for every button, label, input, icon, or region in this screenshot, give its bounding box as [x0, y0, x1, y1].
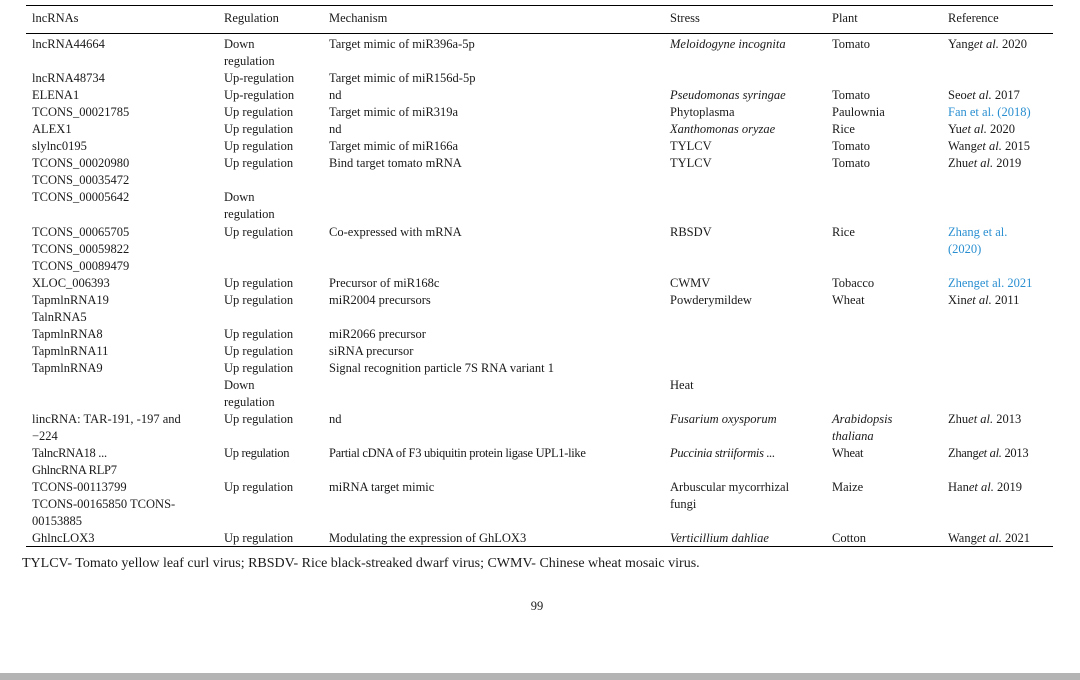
cell-stress: Xanthomonas oryzae [670, 122, 776, 136]
header-regulation: Regulation [224, 11, 279, 25]
ref-etal: et al. [968, 156, 994, 170]
header-plant: Plant [832, 11, 858, 25]
ref-year: 2020 [986, 122, 1016, 136]
cell-lncrna: ALEX1 [32, 122, 72, 136]
cell-mechanism: Target mimic of miR319a [329, 105, 459, 119]
ref-author: Han [948, 480, 969, 494]
reference-link[interactable]: Fan et al. (2018) [948, 105, 1031, 119]
cell-mechanism: Target mimic of miR396a-5p [329, 37, 475, 51]
table-header-rule [26, 33, 1053, 34]
cell-regulation: Down regulation [224, 378, 275, 409]
cell-plant: Tomato [832, 156, 871, 170]
ref-author: Yang [948, 37, 974, 51]
ref-etal: et al. [976, 139, 1002, 153]
cell-plant: Cotton [832, 531, 867, 545]
reference-link[interactable]: Zhang et al. (2020) [948, 225, 1008, 256]
cell-lncrna: TapmlnRNA8 [32, 327, 103, 341]
cell-regulation: Up-regulation [224, 71, 295, 85]
table-footnote: TYLCV- Tomato yellow leaf curl virus; RBSDV- Rice black-streaked dwarf virus; CWMV- Chinese wheat mosaic virus. [22, 556, 700, 571]
cell-stress: Verticillium dahliae [670, 531, 769, 545]
table-bottom-rule [26, 546, 1053, 547]
cell-stress: TYLCV [670, 139, 712, 153]
table-header-row [26, 5, 1053, 33]
ref-author: Yu [948, 122, 962, 136]
ref-year: 2013 [1001, 446, 1029, 460]
cell-mechanism: Target mimic of miR156d-5p [329, 71, 476, 85]
cell-lncrna: GhlncLOX3 [32, 531, 95, 545]
ref-etal: et al. [978, 446, 1002, 460]
cell-lncrna: TalnRNA5 [32, 310, 87, 324]
cell-regulation: Up regulation [224, 412, 294, 426]
cell-regulation: Up regulation [224, 225, 294, 239]
cell-stress: Heat [670, 378, 694, 392]
cell-reference [948, 479, 1056, 496]
cell-lncrna: lncRNA44664 [32, 37, 105, 51]
cell-reference [948, 445, 1056, 462]
cell-regulation: Up regulation [224, 344, 294, 358]
ref-year: 2021 [1001, 531, 1030, 545]
cell-reference [948, 411, 1056, 428]
cell-regulation: Up-regulation [224, 88, 295, 102]
cell-plant: Rice [832, 122, 855, 136]
header-stress: Stress [670, 11, 700, 25]
ref-year: 2020 [998, 37, 1027, 51]
cell-plant: Tobacco [832, 276, 875, 290]
cell-plant: Tomato [832, 139, 871, 153]
cell-lncrna: ELENA1 [32, 88, 80, 102]
ref-year: 2015 [1001, 139, 1030, 153]
cell-plant: Tomato [832, 88, 871, 102]
header-mechanism: Mechanism [329, 11, 388, 25]
cell-regulation: Up regulation [224, 361, 294, 375]
cell-lncrna: lincRNA: TAR-191, -197 and −224 [32, 412, 181, 443]
ref-author: Zhu [948, 412, 969, 426]
cell-regulation: Up regulation [224, 531, 294, 545]
cell-lncrna: TapmlnRNA11 [32, 344, 109, 358]
cell-mechanism: Bind target tomato mRNA [329, 156, 462, 170]
ref-etal: et al. [973, 37, 999, 51]
cell-lncrna: TCONS_00065705 [32, 225, 130, 239]
cell-lncrna: TCONS_00059822 [32, 242, 130, 256]
cell-mechanism: siRNA precursor [329, 344, 414, 358]
cell-stress: Fusarium oxysporum [670, 412, 777, 426]
cell-regulation: Up regulation [224, 480, 294, 494]
cell-mechanism: Co-expressed with mRNA [329, 225, 462, 239]
ref-year: 2013 [993, 412, 1022, 426]
cell-lncrna: lncRNA48734 [32, 71, 105, 85]
cell-stress: Pseudomonas syringae [670, 88, 786, 102]
cell-stress: Puccinia striiformis ... [670, 446, 775, 460]
ref-etal: et al. [966, 88, 992, 102]
cell-reference [948, 87, 1056, 104]
cell-regulation: Up regulation [224, 293, 294, 307]
cell-plant: Arabidopsis thaliana [832, 412, 893, 443]
cell-regulation: Up regulation [224, 327, 294, 341]
cell-mechanism: Modulating the expression of GhLOX3 [329, 531, 527, 545]
cell-mechanism: Partial cDNA of F3 ubiquitin protein ligase UPL1-like [329, 446, 586, 460]
cell-reference [948, 138, 1056, 155]
cell-stress: CWMV [670, 276, 711, 290]
cell-lncrna: TCONS_00020980 [32, 156, 130, 170]
cell-regulation: Up regulation [224, 276, 294, 290]
cell-mechanism: Precursor of miR168c [329, 276, 440, 290]
cell-lncrna: TapmlnRNA19 [32, 293, 109, 307]
cell-mechanism: nd [329, 412, 342, 426]
ref-etal: et al. [976, 531, 1002, 545]
cell-plant: Paulownia [832, 105, 885, 119]
ref-author: Seo [948, 88, 967, 102]
cell-lncrna: TapmlnRNA9 [32, 361, 103, 375]
cell-lncrna: TCONS_00035472 [32, 173, 130, 187]
cell-plant: Maize [832, 480, 864, 494]
cell-lncrna: TCONS_00021785 [32, 105, 130, 119]
cell-stress: RBSDV [670, 225, 712, 239]
cell-reference [948, 36, 1056, 53]
cell-regulation: Down regulation [224, 37, 275, 68]
horizontal-scrollbar[interactable] [0, 673, 1080, 680]
cell-mechanism: miR2066 precursor [329, 327, 426, 341]
cell-reference [948, 121, 1056, 138]
cell-mechanism: miRNA target mimic [329, 480, 435, 494]
ref-year: 2019 [993, 480, 1022, 494]
ref-author: Zhu [948, 156, 969, 170]
cell-mechanism: nd [329, 88, 342, 102]
page-number: 99 [530, 599, 544, 613]
cell-mechanism: Target mimic of miR166a [329, 139, 459, 153]
cell-regulation: Up regulation [224, 156, 294, 170]
cell-stress: TYLCV [670, 156, 712, 170]
cell-plant: Wheat [832, 446, 864, 460]
ref-author: Wang [948, 139, 977, 153]
cell-regulation: Down regulation [224, 190, 275, 221]
cell-lncrna: slylnc0195 [32, 139, 87, 153]
cell-stress: Powderymildew [670, 293, 752, 307]
ref-etal: et al. [966, 293, 992, 307]
cell-regulation: Up regulation [224, 122, 294, 136]
cell-regulation: Up regulation [224, 446, 290, 460]
reference-link[interactable]: Zhenget al. 2021 [948, 276, 1033, 290]
cell-mechanism: Signal recognition particle 7S RNA variant 1 [329, 361, 554, 375]
header-lncrnas: lncRNAs [32, 11, 79, 25]
cell-mechanism: miR2004 precursors [329, 293, 431, 307]
ref-year: 2017 [991, 88, 1020, 102]
ref-etal: et al. [968, 412, 994, 426]
cell-plant: Rice [832, 225, 855, 239]
cell-mechanism: nd [329, 122, 342, 136]
cell-lncrna: TCONS-00165850 TCONS-00153885 [32, 497, 176, 528]
ref-author: Zhang [948, 446, 979, 460]
cell-lncrna: XLOC_006393 [32, 276, 110, 290]
cell-stress: Phytoplasma [670, 105, 735, 119]
cell-regulation: Up regulation [224, 105, 294, 119]
cell-plant: Wheat [832, 293, 865, 307]
cell-reference [948, 530, 1056, 547]
cell-lncrna: TCONS-00113799 [32, 480, 127, 494]
cell-lncrna: TCONS_00005642 [32, 190, 130, 204]
ref-etal: et al. [961, 122, 987, 136]
cell-stress: Arbuscular mycorrhizal fungi [670, 480, 790, 511]
ref-author: Wang [948, 531, 977, 545]
cell-lncrna: TalncRNA18 ... GhlncRNA RLP7 [32, 446, 117, 477]
header-reference: Reference [948, 11, 999, 25]
ref-etal: et al. [968, 480, 994, 494]
ref-year: 2019 [993, 156, 1022, 170]
cell-plant: Tomato [832, 37, 871, 51]
cell-lncrna: TCONS_00089479 [32, 259, 130, 273]
ref-year: 2011 [991, 293, 1020, 307]
ref-author: Xin [948, 293, 967, 307]
cell-regulation: Up regulation [224, 139, 294, 153]
cell-reference [948, 292, 1056, 309]
cell-reference [948, 155, 1056, 172]
cell-stress: Meloidogyne incognita [670, 37, 786, 51]
